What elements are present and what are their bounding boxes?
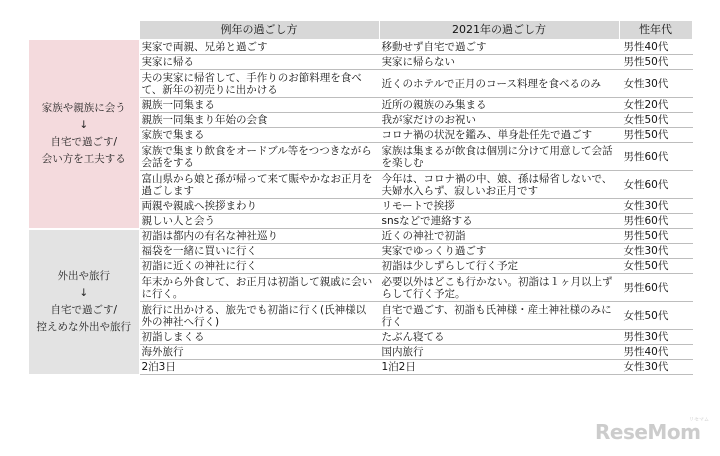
cell-y2021: 移動せず自宅で過ごす [379, 40, 619, 55]
category-line: 外出や旅行 [57, 269, 110, 282]
cell-y2021: 我が家だけのお祝い [379, 113, 619, 128]
cell-age: 男性50代 [619, 229, 692, 244]
cell-usual: 親族一同集まる [139, 98, 379, 113]
header-row [29, 21, 692, 40]
cell-usual: 初詣は都内の有名な神社巡り [139, 229, 379, 244]
resemom-logo [595, 420, 705, 450]
cell-age: 女性60代 [619, 171, 692, 199]
cell-usual: 親しい人と会う [139, 214, 379, 229]
category-line: 自宅で過ごす/ [50, 135, 118, 148]
cell-age: 女性50代 [619, 302, 692, 330]
cell-y2021: リモートで挨拶 [379, 199, 619, 214]
cell-usual: 親族一同集まり年始の会食 [139, 113, 379, 128]
cell-y2021: 家族は集まるが飲食は個別に分けて用意して会話を楽しむ [379, 143, 619, 171]
cell-y2021: 実家に帰らない [379, 55, 619, 70]
cell-age: 男性60代 [619, 274, 692, 302]
cell-age: 女性50代 [619, 113, 692, 128]
cell-age: 女性30代 [619, 244, 692, 259]
category-cell [29, 40, 139, 229]
category-line: 自宅で過ごす/ [50, 303, 118, 316]
cell-y2021: 近くのホテルで正月のコース料理を食べるのみ [379, 70, 619, 98]
cell-age: 女性30代 [619, 360, 692, 375]
logo-small-text: リセマム [689, 417, 709, 423]
cell-age: 女性20代 [619, 98, 692, 113]
cell-age: 男性60代 [619, 214, 692, 229]
header-usual: 例年の過ごし方 [139, 21, 379, 40]
cell-y2021: 今年は、コロナ禍の中、娘、孫は帰省しないで、夫婦水入らず、寂しいお正月です [379, 171, 619, 199]
cell-y2021: 1泊2日 [379, 360, 619, 375]
cell-age: 女性50代 [619, 259, 692, 274]
header-corner [29, 21, 139, 40]
category-cell [29, 229, 139, 375]
cell-usual: 福袋を一緒に買いに行く [139, 244, 379, 259]
header-2021: 2021年の過ごし方 [379, 21, 619, 40]
cell-y2021: 近所の親族のみ集まる [379, 98, 619, 113]
cell-usual: 両親や親戚へ挨拶まわり [139, 199, 379, 214]
category-line: ↓ [79, 118, 89, 131]
cell-age: 女性30代 [619, 70, 692, 98]
cell-y2021: 必要以外はどこも行かない。初詣は１ヶ月以上ずらして行く予定。 [379, 274, 619, 302]
cell-y2021: たぶん寝てる [379, 330, 619, 345]
cell-usual: 富山県から娘と孫が帰って来て賑やかなお正月を過ごします [139, 171, 379, 199]
cell-y2021: 国内旅行 [379, 345, 619, 360]
category-line: 控えめな外出や旅行 [36, 320, 131, 333]
cell-age: 女性30代 [619, 199, 692, 214]
table-row [29, 229, 692, 244]
cell-usual: 実家で両親、兄弟と過ごす [139, 40, 379, 55]
cell-usual: 家族で集まり飲食をオードブル等をつつきながら会話をする [139, 143, 379, 171]
cell-age: 男性50代 [619, 128, 692, 143]
table-body [29, 40, 692, 375]
logo-text: ReseMom [595, 420, 701, 444]
cell-usual: 初詣しまくる [139, 330, 379, 345]
table-row [29, 40, 692, 55]
cell-usual: 海外旅行 [139, 345, 379, 360]
cell-usual: 2泊3日 [139, 360, 379, 375]
cell-usual: 実家に帰る [139, 55, 379, 70]
cell-y2021: コロナ禍の状況を鑑み、単身赴任先で過ごす [379, 128, 619, 143]
category-line: ↓ [79, 286, 89, 299]
cell-y2021: snsなどで連絡する [379, 214, 619, 229]
cell-usual: 旅行に出かける、旅先でも初詣に行く(氏神様以外の神社へ行く) [139, 302, 379, 330]
cell-age: 男性50代 [619, 55, 692, 70]
cell-age: 男性40代 [619, 345, 692, 360]
cell-age: 男性60代 [619, 143, 692, 171]
cell-y2021: 自宅で過ごす、初詣も氏神様・産土神社様のみに行く [379, 302, 619, 330]
cell-usual: 年末から外食して、お正月は初詣して親戚に会いに行く。 [139, 274, 379, 302]
cell-age: 男性30代 [619, 330, 692, 345]
comparison-table [29, 21, 693, 376]
cell-usual: 初詣に近くの神社に行く [139, 259, 379, 274]
cell-y2021: 実家でゆっくり過ごす [379, 244, 619, 259]
cell-age: 男性40代 [619, 40, 692, 55]
cell-y2021: 近くの神社で初詣 [379, 229, 619, 244]
cell-usual: 夫の実家に帰省して、手作りのお節料理を食べて、新年の初売りに出かける [139, 70, 379, 98]
cell-usual: 家族で集まる [139, 128, 379, 143]
comparison-table-wrapper [29, 21, 693, 376]
header-age: 性年代 [619, 21, 692, 40]
category-line: 会い方を工夫する [41, 152, 126, 165]
category-line: 家族や親族に会う [41, 101, 126, 114]
cell-y2021: 初詣は少しずらして行く予定 [379, 259, 619, 274]
